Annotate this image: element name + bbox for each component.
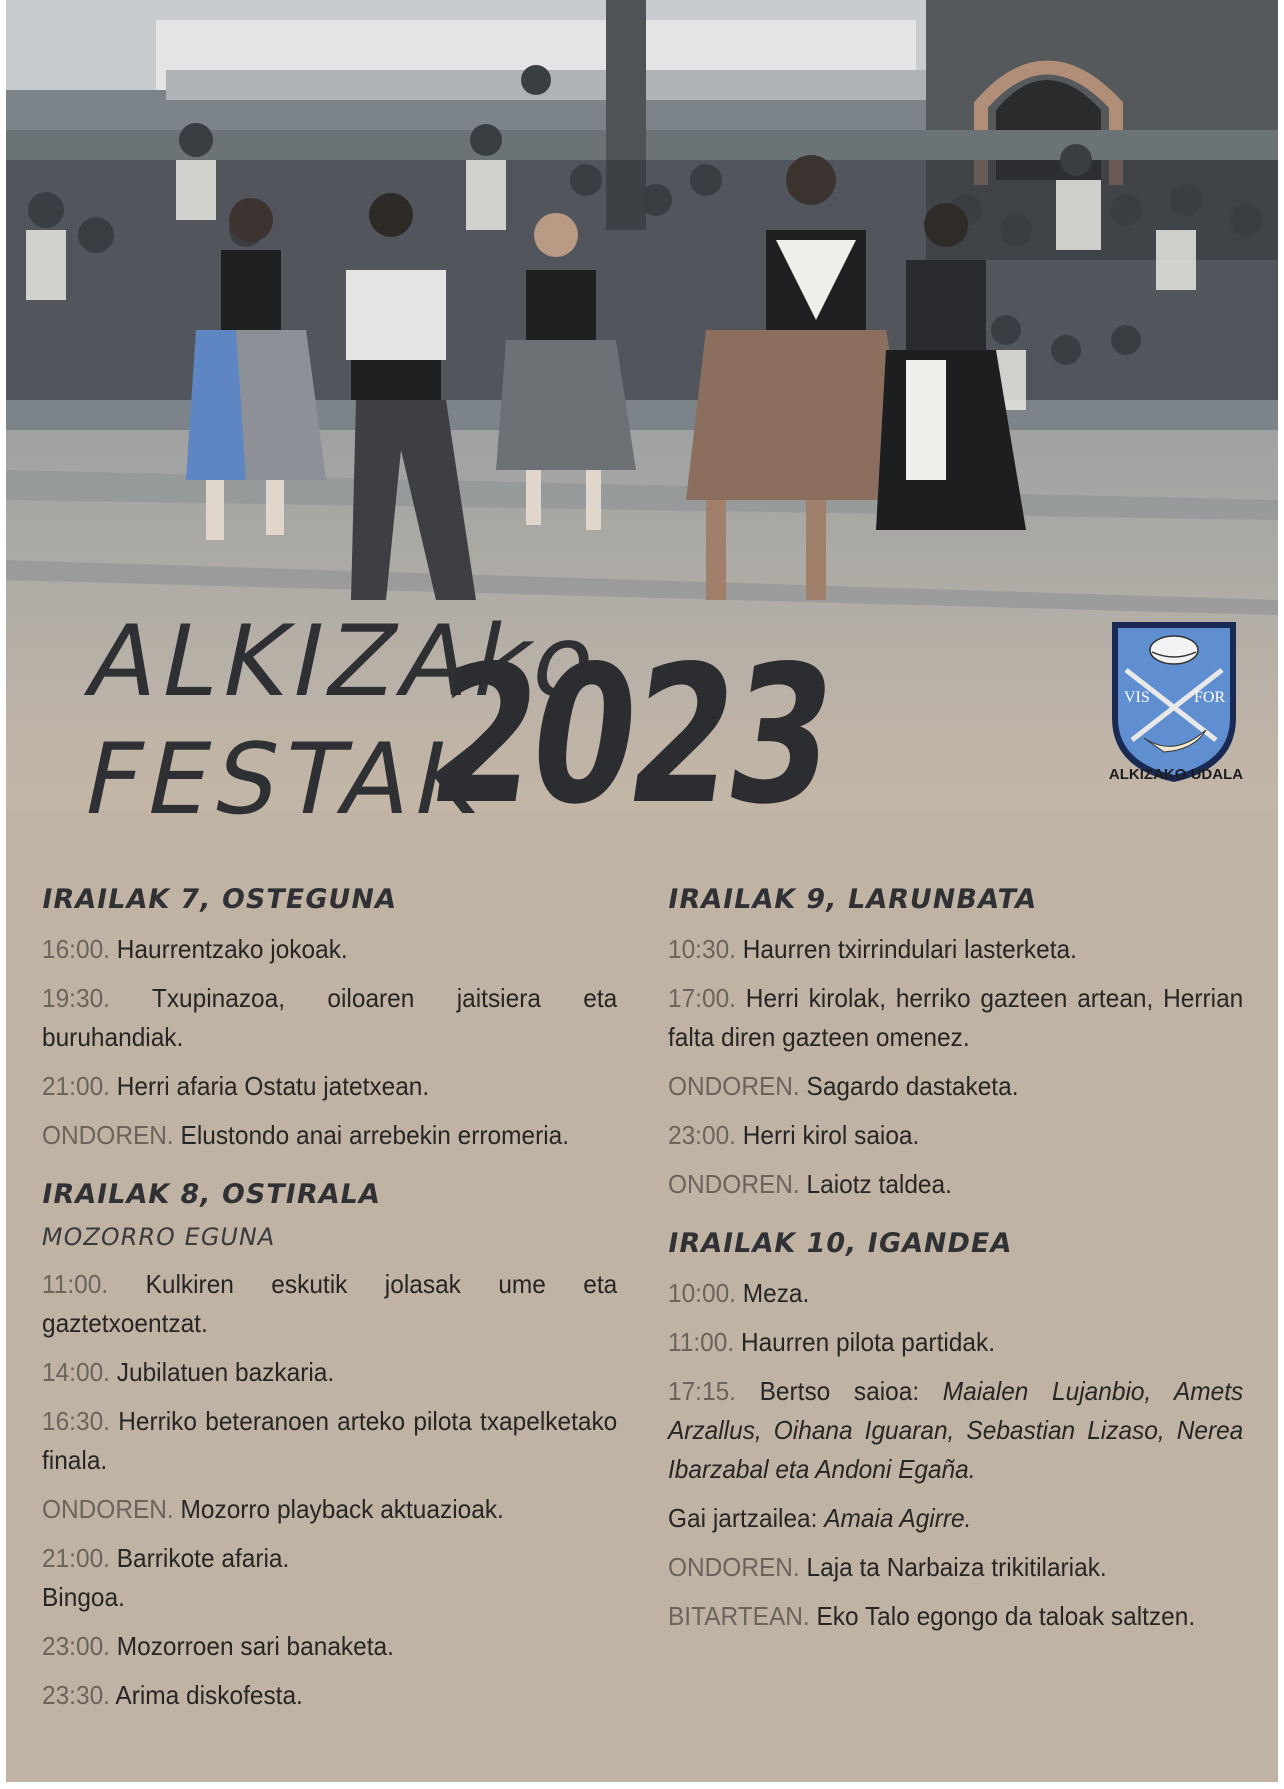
- event-item: [42, 1067, 617, 1106]
- event-time: ONDOREN.: [42, 1494, 174, 1524]
- logo-vis-text: VIS: [1124, 689, 1150, 706]
- event-text: Txupinazoa, oiloaren jaitsiera eta buruhandiak.: [42, 983, 618, 1052]
- event-item: [668, 1165, 1243, 1204]
- event-text: Bertso saioa:: [759, 1376, 920, 1406]
- event-time: 10:00.: [668, 1278, 736, 1308]
- event-text: Laja ta Narbaiza trikitilariak.: [806, 1552, 1107, 1582]
- day-heading: IRAILAK 10, IGANDEA: [665, 1228, 1015, 1259]
- event-item: [668, 979, 1243, 1057]
- day-heading: IRAILAK 8, OSTIRALA: [39, 1179, 384, 1210]
- event-label: Gai jartzailea:: [668, 1503, 818, 1533]
- event-item: [668, 1323, 1243, 1362]
- event-item: [42, 1116, 617, 1155]
- event-time: 17:15.: [668, 1376, 736, 1406]
- alkiza-coat-of-arms-icon: [1104, 618, 1244, 786]
- event-item: [668, 930, 1243, 969]
- event-time: 14:00.: [42, 1357, 110, 1387]
- title-line-festak: FESTAK: [73, 723, 499, 837]
- event-time: 17:00.: [668, 983, 736, 1013]
- event-time: 11:00.: [668, 1327, 735, 1357]
- event-item: [42, 1402, 617, 1480]
- event-time: 23:00.: [42, 1631, 110, 1661]
- program-left-column: [39, 880, 618, 1715]
- event-time: 21:00.: [42, 1071, 110, 1101]
- event-item: [668, 1067, 1243, 1106]
- event-item: [42, 979, 617, 1057]
- event-item: [42, 1627, 617, 1666]
- event-text: Arima diskofesta.: [115, 1680, 303, 1710]
- event-item: [42, 930, 617, 969]
- event-text: Mozorroen sari banaketa.: [116, 1631, 394, 1661]
- event-text: Sagardo dastaketa.: [806, 1071, 1019, 1101]
- event-time: ONDOREN.: [668, 1552, 800, 1582]
- event-item: [42, 1676, 617, 1715]
- logo-caption: ALKIZAKO UDALA: [1108, 766, 1244, 783]
- event-text: Laiotz taldea.: [806, 1169, 952, 1199]
- event-time: 19:30.: [42, 983, 110, 1013]
- event-text: Haurren pilota partidak.: [740, 1327, 995, 1357]
- event-item: [668, 1372, 1243, 1489]
- event-time: 16:30.: [42, 1406, 110, 1436]
- event-extra: Bingoa.: [42, 1582, 125, 1612]
- event-item: [668, 1116, 1243, 1155]
- event-text: Elustondo anai arrebekin erromeria.: [180, 1120, 570, 1150]
- event-text: Mozorro playback aktuazioak.: [180, 1494, 504, 1524]
- event-item: [42, 1353, 617, 1392]
- event-text: Herri afaria Ostatu jatetxean.: [116, 1071, 430, 1101]
- event-text: Barrikote afaria.: [116, 1543, 290, 1573]
- event-performers: Amaia Agirre.: [824, 1503, 972, 1533]
- event-time: 23:00.: [668, 1120, 736, 1150]
- event-item: [42, 1490, 617, 1529]
- day-heading: IRAILAK 7, OSTEGUNA: [39, 884, 400, 915]
- festival-poster: [6, 0, 1278, 1782]
- event-text: Herriko beteranoen arteko pilota txapelketako finala.: [42, 1406, 618, 1475]
- event-item: [668, 1548, 1243, 1587]
- event-item: [42, 1539, 617, 1617]
- event-text: Herri kirol saioa.: [742, 1120, 920, 1150]
- logo-for-text: FOR: [1194, 689, 1226, 706]
- event-text: Jubilatuen bazkaria.: [116, 1357, 335, 1387]
- event-text: Meza.: [742, 1278, 810, 1308]
- program-right-column: [665, 880, 1244, 1636]
- event-time: BITARTEAN.: [668, 1601, 810, 1631]
- day-heading: IRAILAK 9, LARUNBATA: [665, 884, 1040, 915]
- event-item: [668, 1274, 1243, 1313]
- event-text: Herri kirolak, herriko gazteen artean, Herrian falta diren gazteen omenez.: [668, 983, 1244, 1052]
- event-time: 23:30.: [42, 1680, 110, 1710]
- event-time: 10:30.: [668, 934, 736, 964]
- event-text: Kulkiren eskutik jolasak ume eta gaztetxoentzat.: [42, 1269, 618, 1338]
- event-text: Haurrentzako jokoak.: [116, 934, 348, 964]
- event-time: ONDOREN.: [668, 1169, 800, 1199]
- event-item: [668, 1499, 1243, 1538]
- event-text: Haurren txirrindulari lasterketa.: [742, 934, 1077, 964]
- event-time: 11:00.: [42, 1269, 109, 1299]
- title-year: 2023: [418, 625, 844, 846]
- event-time: 16:00.: [42, 934, 110, 964]
- event-time: ONDOREN.: [42, 1120, 174, 1150]
- event-text: Eko Talo egongo da taloak saltzen.: [816, 1601, 1196, 1631]
- event-performers: Maialen Lujanbio, Amets Arzallus, Oihana Iguaran, Sebastian Lizaso, Nerea Ibarzabal eta Andoni Egaña.: [668, 1376, 1244, 1484]
- day-subtitle: MOZORRO EGUNA: [39, 1223, 278, 1251]
- event-item: [42, 1265, 617, 1343]
- title-line-alkiza: ALKIZAko: [77, 605, 613, 719]
- event-item: [668, 1597, 1243, 1636]
- event-time: 21:00.: [42, 1543, 110, 1573]
- poster-title: [70, 605, 844, 870]
- event-time: ONDOREN.: [668, 1071, 800, 1101]
